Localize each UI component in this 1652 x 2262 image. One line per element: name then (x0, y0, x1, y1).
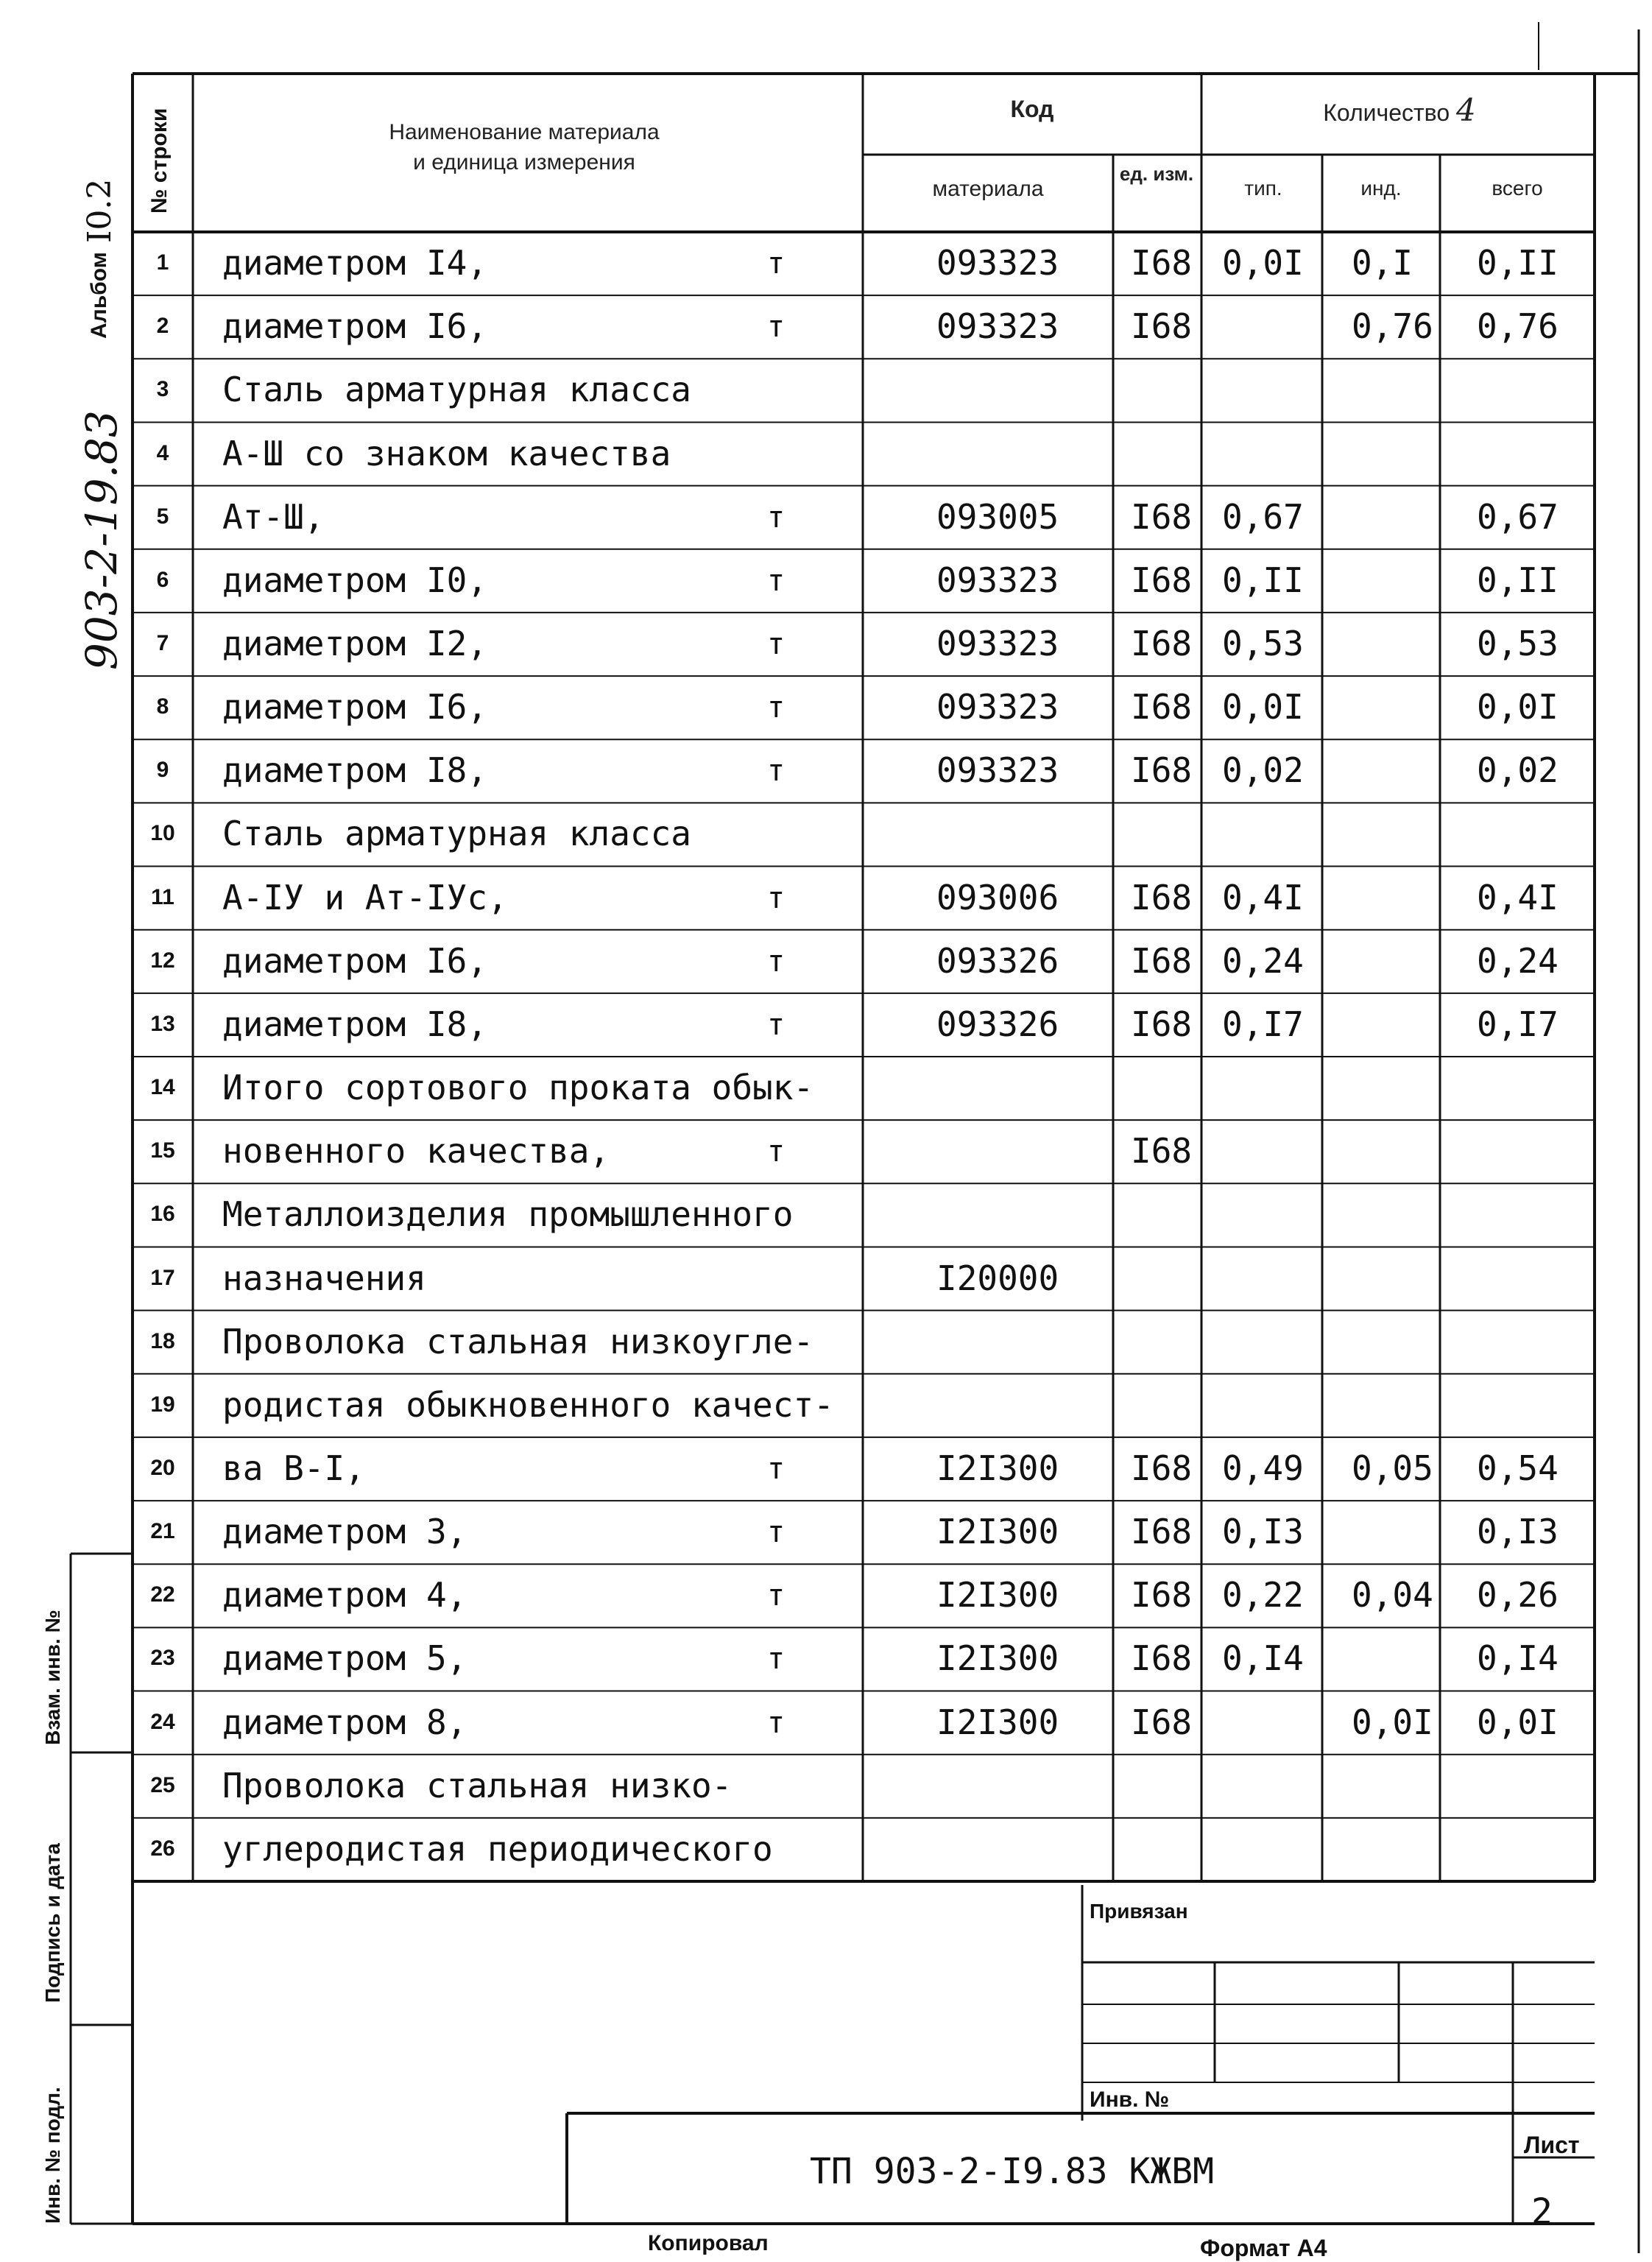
project-code-handwritten: 903-2-19.83 (77, 410, 127, 670)
material-code: 093323 (936, 687, 1059, 727)
material-code: 093323 (936, 750, 1059, 791)
material-code: 093326 (936, 1004, 1059, 1044)
material-name: Металлоизделия промышленного (222, 1194, 794, 1235)
qty-total: 0,4I (1477, 877, 1559, 917)
measure-code: I68 (1131, 877, 1193, 917)
qty-total: 0,67 (1477, 496, 1559, 537)
unit-of-measure: т (767, 1579, 786, 1613)
material-name: диаметром I8, (222, 750, 488, 791)
stamp-signature-date: Подпись и дата (41, 1843, 64, 2003)
qty-typ: 0,I3 (1222, 1512, 1304, 1552)
material-name: диаметром 5, (222, 1638, 467, 1679)
qty-ind: 0,04 (1352, 1575, 1433, 1616)
measure-code: I68 (1131, 1131, 1193, 1171)
material-code: I2I300 (936, 1702, 1059, 1742)
qty-ind: 0,76 (1352, 306, 1433, 347)
material-name: А-Ш со знаком качества (222, 433, 671, 473)
material-code: I2I300 (936, 1448, 1059, 1488)
row-number: 7 (156, 631, 169, 655)
measure-code: I68 (1131, 1638, 1193, 1679)
qty-typ: 0,4I (1222, 877, 1304, 917)
row-number: 12 (150, 948, 175, 973)
measure-code: I68 (1131, 624, 1193, 663)
row-number: 1 (156, 250, 169, 275)
qty-total: 0,76 (1477, 306, 1559, 347)
material-code: 093323 (936, 624, 1059, 663)
qty-typ: 0,67 (1222, 496, 1304, 537)
qty-typ: 0,0I (1222, 243, 1304, 283)
row-number: 14 (150, 1075, 175, 1100)
qty-ind: 0,I (1352, 243, 1413, 283)
sheet-label: Лист (1524, 2132, 1580, 2158)
qty-typ: 0,24 (1222, 940, 1304, 981)
qty-total: 0,02 (1477, 750, 1559, 791)
material-name: диаметром I6, (222, 687, 488, 727)
material-name: Сталь арматурная класса (222, 814, 691, 854)
row-number: 16 (150, 1202, 175, 1227)
header-quantity: Количество 4 (1323, 92, 1476, 128)
measure-code: I68 (1131, 687, 1193, 727)
row-number: 9 (156, 758, 169, 783)
material-name: диаметром I2, (222, 624, 488, 663)
row-number: 2 (156, 314, 169, 339)
measure-code: I68 (1131, 940, 1193, 981)
material-name: диаметром 8, (222, 1702, 467, 1742)
unit-of-measure: т (767, 500, 786, 535)
material-code: I2I300 (936, 1512, 1059, 1552)
measure-code: I68 (1131, 1575, 1193, 1616)
material-name: Итого сортового проката обык- (222, 1068, 814, 1108)
material-name: родистая обыкновенного качест- (222, 1384, 834, 1425)
unit-of-measure: т (767, 1705, 786, 1740)
row-number: 19 (150, 1392, 175, 1417)
material-code: I2I300 (936, 1575, 1059, 1616)
material-name: назначения (222, 1258, 426, 1298)
header-row-no: № строки (147, 108, 172, 214)
material-code: 093323 (936, 243, 1059, 283)
qty-typ: 0,0I (1222, 687, 1304, 727)
material-name: диаметром 3, (222, 1512, 467, 1552)
header-qty-ind: инд. (1360, 177, 1402, 200)
row-number: 26 (150, 1836, 175, 1861)
unit-of-measure: т (767, 1007, 786, 1042)
unit-of-measure: т (767, 691, 786, 725)
measure-code: I68 (1131, 496, 1193, 537)
unit-of-measure: т (767, 944, 786, 979)
row-number: 21 (150, 1519, 175, 1544)
qty-total: 0,54 (1477, 1448, 1559, 1488)
material-name: диаметром I4, (222, 243, 488, 283)
qty-total: 0,I7 (1477, 1004, 1559, 1044)
qty-total: 0,I4 (1477, 1638, 1559, 1679)
unit-of-measure: т (767, 627, 786, 661)
tied-label: Привязан (1090, 1900, 1188, 1923)
material-name: новенного качества, (222, 1131, 610, 1171)
header-code-unit: ед. изм. (1119, 163, 1194, 185)
unit-of-measure: т (767, 247, 786, 281)
measure-code: I68 (1131, 243, 1193, 283)
format-label: Формат А4 (1200, 2235, 1327, 2261)
material-name: диаметром I6, (222, 940, 488, 981)
qty-typ: 0,22 (1222, 1575, 1304, 1616)
measure-code: I68 (1131, 750, 1193, 791)
material-name: диаметром I6, (222, 306, 488, 347)
document-code: ТП 903-2-I9.83 КЖВМ (810, 2151, 1215, 2192)
material-name: диаметром I8, (222, 1004, 488, 1044)
material-name: Ат-Ш, (222, 496, 325, 537)
measure-code: I68 (1131, 1448, 1193, 1488)
quantity-handwritten-mark: 4 (1456, 92, 1476, 128)
qty-ind: 0,05 (1352, 1448, 1433, 1488)
qty-total: 0,24 (1477, 940, 1559, 981)
measure-code: I68 (1131, 560, 1193, 600)
header-name: Наименование материала и единица измерения (389, 120, 660, 175)
copied-label: Копировал (648, 2231, 769, 2255)
unit-of-measure: т (767, 1452, 786, 1486)
measure-code: I68 (1131, 1702, 1193, 1742)
row-number: 23 (150, 1646, 175, 1671)
qty-total: 0,II (1477, 243, 1559, 283)
qty-typ: 0,49 (1222, 1448, 1304, 1488)
unit-of-measure: т (767, 310, 786, 345)
qty-total: 0,0I (1477, 1702, 1559, 1742)
row-number: 17 (150, 1265, 175, 1290)
row-number: 25 (150, 1772, 175, 1797)
unit-of-measure: т (767, 1642, 786, 1677)
material-name: диаметром I0, (222, 560, 488, 600)
row-number: 24 (150, 1709, 175, 1734)
album-label: Альбом (87, 252, 111, 339)
unit-of-measure: т (767, 1135, 786, 1169)
row-number: 4 (156, 440, 169, 465)
material-code: 093323 (936, 560, 1059, 600)
row-number: 11 (151, 884, 174, 909)
header-code: Код (1010, 96, 1054, 122)
material-code: 093006 (936, 877, 1059, 917)
unit-of-measure: т (767, 1515, 786, 1550)
row-number: 10 (150, 821, 175, 846)
header-qty-typ: тип. (1244, 177, 1282, 200)
qty-total: 0,26 (1477, 1575, 1559, 1616)
row-number: 20 (150, 1456, 175, 1480)
material-name: ва В-I, (222, 1448, 365, 1488)
album-number: I0.2 (81, 178, 119, 243)
row-number: 18 (150, 1328, 175, 1353)
qty-typ: 0,53 (1222, 624, 1304, 663)
qty-typ: 0,II (1222, 560, 1304, 600)
row-number: 8 (156, 694, 169, 719)
material-name: Сталь арматурная класса (222, 370, 691, 410)
qty-total: 0,0I (1477, 687, 1559, 727)
header-qty-total: всего (1492, 177, 1543, 200)
material-name: углеродистая периодического (222, 1828, 773, 1869)
material-code: I2I300 (936, 1638, 1059, 1679)
measure-code: I68 (1131, 1512, 1193, 1552)
row-number: 13 (150, 1011, 175, 1036)
header-code-material: материала (932, 177, 1044, 201)
qty-total: 0,II (1477, 560, 1559, 600)
qty-typ: 0,I7 (1222, 1004, 1304, 1044)
material-name: диаметром 4, (222, 1575, 467, 1616)
qty-total: 0,I3 (1477, 1512, 1559, 1552)
stamp-inv-original: Инв. № подл. (41, 2087, 64, 2224)
material-code: 093323 (936, 306, 1059, 347)
material-name: Проволока стальная низкоугле- (222, 1321, 814, 1361)
row-number: 22 (150, 1582, 175, 1607)
material-name: Проволока стальная низко- (222, 1765, 733, 1805)
qty-total: 0,53 (1477, 624, 1559, 663)
inv-label: Инв. № (1090, 2087, 1170, 2112)
unit-of-measure: т (767, 754, 786, 789)
qty-ind: 0,0I (1352, 1702, 1433, 1742)
unit-of-measure: т (767, 881, 786, 915)
row-number: 15 (150, 1138, 175, 1163)
qty-typ: 0,02 (1222, 750, 1304, 791)
row-number: 3 (156, 377, 169, 402)
material-code: I20000 (936, 1258, 1059, 1298)
stamp-replaces-inv: Взам. инв. № (41, 1610, 64, 1745)
material-code: 093005 (936, 496, 1059, 537)
unit-of-measure: т (767, 563, 786, 598)
qty-typ: 0,I4 (1222, 1638, 1304, 1679)
measure-code: I68 (1131, 1004, 1193, 1044)
material-code: 093326 (936, 940, 1059, 981)
measure-code: I68 (1131, 306, 1193, 347)
row-number: 6 (156, 567, 169, 592)
sheet-number: 2 (1531, 2191, 1553, 2233)
material-name: А-IУ и Ат-IУс, (222, 877, 508, 917)
row-number: 5 (156, 504, 169, 529)
